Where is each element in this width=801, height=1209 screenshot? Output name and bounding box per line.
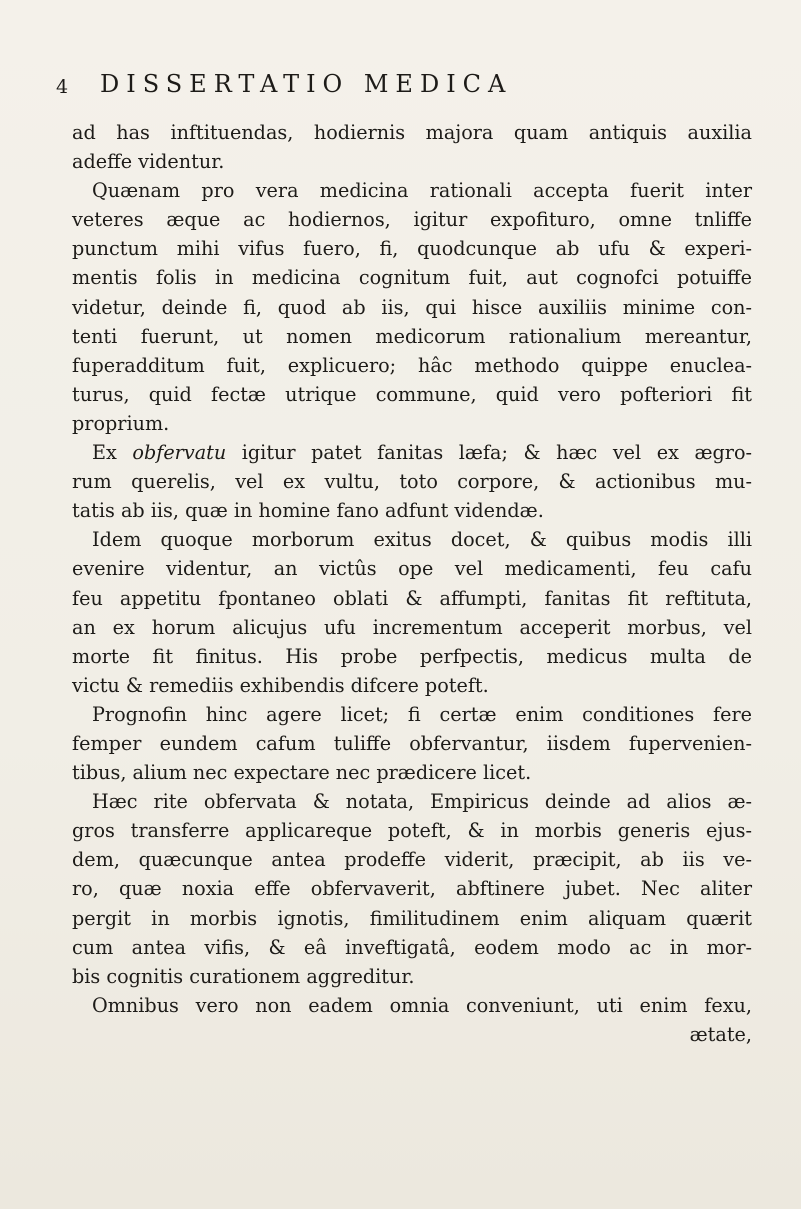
text-line: gros transferre applicareque poteft, & in morbis generis ejus- [72, 819, 752, 843]
text-line: pergit in morbis ignotis, fimilitudinem enim aliquam quærit [72, 906, 752, 930]
text-line: tibus, alium nec expectare nec prædicere licet. [72, 761, 532, 785]
body-text [72, 118, 752, 1049]
text-line: Hæc rite obfervata & notata, Empiricus deinde ad alios æ- [92, 790, 752, 814]
text-line: morte fit finitus. His probe perfpectis, medicus multa de [72, 644, 752, 668]
text-line: turus, quid fectæ utrique commune, quid vero pofteriori fit [72, 382, 752, 406]
text-line: ætate, [689, 1022, 752, 1046]
text-line: Quænam pro vera medicina rationali accepta fuerit inter [92, 179, 752, 203]
text-line: mentis folis in medicina cognitum fuit, aut cognofci potuiffe [72, 266, 752, 290]
text-line: Idem quoque morborum exitus docet, & quibus modis illi [92, 528, 752, 552]
text-line: bis cognitis curationem aggreditur. [72, 964, 415, 988]
text-line: Omnibus vero non eadem omnia conveniunt, uti enim fexu, [92, 993, 752, 1017]
text-line: femper eundem cafum tuliffe obfervantur, iisdem fupervenien- [72, 731, 752, 755]
italic-term: obfervatu [132, 441, 227, 465]
text-line: feu appetitu fpontaneo oblati & affumpti, fanitas fit reftituta, [72, 586, 752, 610]
text-line: punctum mihi vifus fuero, fi, quodcunque ab ufu & experi- [72, 237, 752, 261]
text-line: Ex obfervatu igitur patet fanitas læfa; & hæc vel ex ægro- [92, 441, 752, 465]
running-head: DISSERTATIO MEDICA [100, 70, 513, 98]
text-line: evenire videntur, an victûs ope vel medicamenti, feu cafu [72, 557, 752, 581]
page-number: 4 [56, 76, 69, 98]
text-line: fuperadditum fuit, explicuero; hâc methodo quippe enuclea- [72, 353, 752, 377]
text-line: adeffe videntur. [72, 150, 225, 174]
text-line: an ex horum alicujus ufu incrementum acceperit morbus, vel [72, 615, 752, 639]
text-line: Prognofin hinc agere licet; fi certæ enim conditiones fere [92, 702, 752, 726]
text-line: cum antea vifis, & eâ inveftigatâ, eodem modo ac in mor- [72, 935, 752, 959]
text-line: dem, quæcunque antea prodeffe viderit, præcipit, ab iis ve- [72, 848, 752, 872]
text-line: ro, quæ noxia effe obfervaverit, abftinere jubet. Nec aliter [72, 877, 752, 901]
text-line: tatis ab iis, quæ in homine fano adfunt videndæ. [72, 499, 544, 523]
text-line: ad has inftituendas, hodiernis majora quam antiquis auxilia [72, 121, 752, 144]
text-line: videtur, deinde fi, quod ab iis, qui hisce auxiliis minime con- [72, 295, 752, 319]
text-line: proprium. [72, 411, 170, 435]
text-line: tenti fuerunt, ut nomen medicorum rationalium mereantur, [72, 324, 752, 348]
text-line: victu & remediis exhibendis difcere poteft. [72, 673, 489, 697]
page-header [56, 70, 756, 110]
text-line: veteres æque ac hodiernos, igitur expofituro, omne tnliffe [72, 208, 752, 232]
text-line: rum querelis, vel ex vultu, toto corpore, & actionibus mu- [72, 470, 752, 494]
